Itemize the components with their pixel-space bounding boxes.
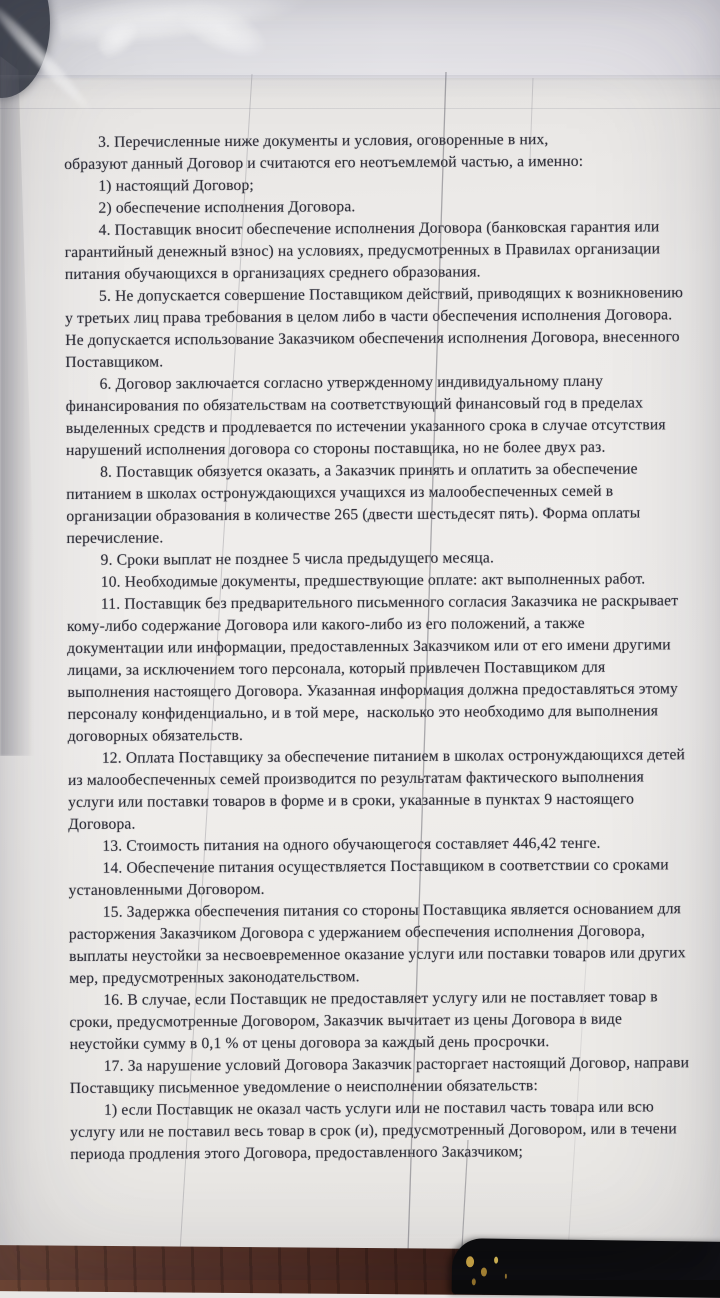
text-line: лицами, за исключением того персонала, который привлечен Поставщиком для <box>67 658 606 679</box>
text-line: 3. Перечисленные ниже документы и условия, оговоренные в них, <box>98 131 549 151</box>
text-line: выполнения настоящего Договора. Указанная информация должна предоставляться этому <box>67 680 678 701</box>
text-line: договорных обязательств. <box>67 726 244 745</box>
text-line: 1) настоящий Договор; <box>98 176 254 195</box>
text-line: установленными Договором. <box>68 880 265 899</box>
text-line: финансирования по обязательствам на соответствующий финансовый год в пределах <box>65 394 644 415</box>
text-line: из малообеспеченных семей производится по результатам фактического выполнения <box>67 768 645 789</box>
text-line: неустойки сумму в 0,1 % от цены договора за каждый день просрочки. <box>69 1033 550 1053</box>
text-line: услугу или не поставил весь товар в срок (и), предусмотренный Договором, или в течени <box>70 1120 677 1141</box>
text-line: у третьих лиц права требования в целом либо в части обеспечения исполнения Договора. <box>65 306 673 327</box>
contract-text <box>64 128 720 1166</box>
text-line: 6. Договор заключается согласно утвержденному индивидуальному плану <box>99 372 604 393</box>
text-line: перечисление. <box>66 529 164 547</box>
text-line: 8. Поставщик обязуется оказать, а Заказчик принять и оплатить за обеспечение <box>100 460 638 481</box>
text-line: 16. В случае, если Поставщик не предоставляет услугу или не поставляет товар в <box>103 988 658 1009</box>
document-page <box>0 70 720 1255</box>
text-line: организации образования в количестве 265 (двести шестьдесят пять). Форма оплаты <box>66 504 641 525</box>
text-line: выделенных средств и продлевается по истечении указанного срока в случае отсутствия <box>65 416 666 437</box>
text-line: питанием в школах остронуждающихся учащихся из малообеспеченных семей в <box>66 482 614 503</box>
text-line: кому-либо содержание Договора или какого-либо из его положений, а также <box>66 614 585 635</box>
text-line: периода продления этого Договора, предоставленного Заказчиком; <box>70 1143 523 1163</box>
plastic-sleeve <box>0 0 720 78</box>
text-line: Договора. <box>68 815 136 833</box>
text-line: 11. Поставщик без предварительного письменного согласия Заказчика не раскрывает <box>100 592 679 613</box>
text-line: гарантийный денежный взнос) на условиях, предусмотренных в Правилах организации <box>64 240 661 261</box>
text-line: мер, предусмотренных законодательством. <box>69 968 360 987</box>
text-line: услуги или поставки товаров в форме и в сроки, указанные в пунктах 9 настоящего <box>68 790 635 811</box>
yellow-speckles <box>466 1256 474 1267</box>
text-line: 10. Необходимые документы, предшествующие оплате: акт выполненных работ. <box>100 570 646 591</box>
text-line: 17. За нарушение условий Договора Заказчик расторгает настоящий Договор, направи <box>103 1054 690 1075</box>
text-line: 13. Стоимость питания на одного обучающегося составляет 446,42 тенге. <box>102 834 601 855</box>
text-line: 14. Обеспечение питания осуществляется Поставщиком в соответствии со сроками <box>102 856 669 877</box>
text-line: 12. Оплата Поставщику за обеспечение питанием в школах остронуждающихся детей <box>101 746 686 767</box>
text-line: нарушений исполнения договора со стороны поставщика, но не более двух раз. <box>65 438 606 459</box>
text-line: Поставщиком. <box>65 353 164 371</box>
text-line: 5. Не допускается совершение Поставщиком действий, приводящих к возникновению <box>98 284 684 305</box>
text-line: питания обучающихся в организациях среднего образования. <box>64 263 481 283</box>
text-line: Не допускается использование Заказчиком обеспечения исполнения Договора, внесенного <box>65 328 680 349</box>
text-line: образуют данный Договор и считаются его неотъемлемой частью, а именно: <box>64 152 584 173</box>
text-line: выплаты неустойки за несвоевременное оказание услуги или поставки товаров или других <box>68 944 686 965</box>
text-line: Поставщику письменное уведомление о неисполнении обязательств: <box>69 1077 538 1097</box>
text-line: 1) если Поставщик не оказал часть услуги или не поставил часть товара или всю <box>103 1098 654 1119</box>
text-line: расторжения Заказчиком Договора с удержанием обеспечения исполнения Договора, <box>68 922 646 943</box>
text-line: 2) обеспечение исполнения Договора. <box>98 198 356 217</box>
text-line: документации или информации, предоставленных Заказчиком или от его имени другими <box>67 636 671 657</box>
dark-object <box>452 1238 720 1298</box>
text-line: сроки, предусмотренные Договором, Заказчик вычитает из цены Договора в виде <box>69 1010 623 1031</box>
text-line: 4. Поставщик вносит обеспечение исполнения Договора (банковская гарантия или <box>98 218 660 239</box>
text-line: 9. Сроки выплат не позднее 5 числа предыдущего месяца. <box>100 549 495 569</box>
text-line: персоналу конфиденциально, и в той мере, насколько это необходимо для выполнения <box>67 702 659 723</box>
text-line: 15. Задержка обеспечения питания со стороны Поставщика является основанием для <box>102 900 681 921</box>
